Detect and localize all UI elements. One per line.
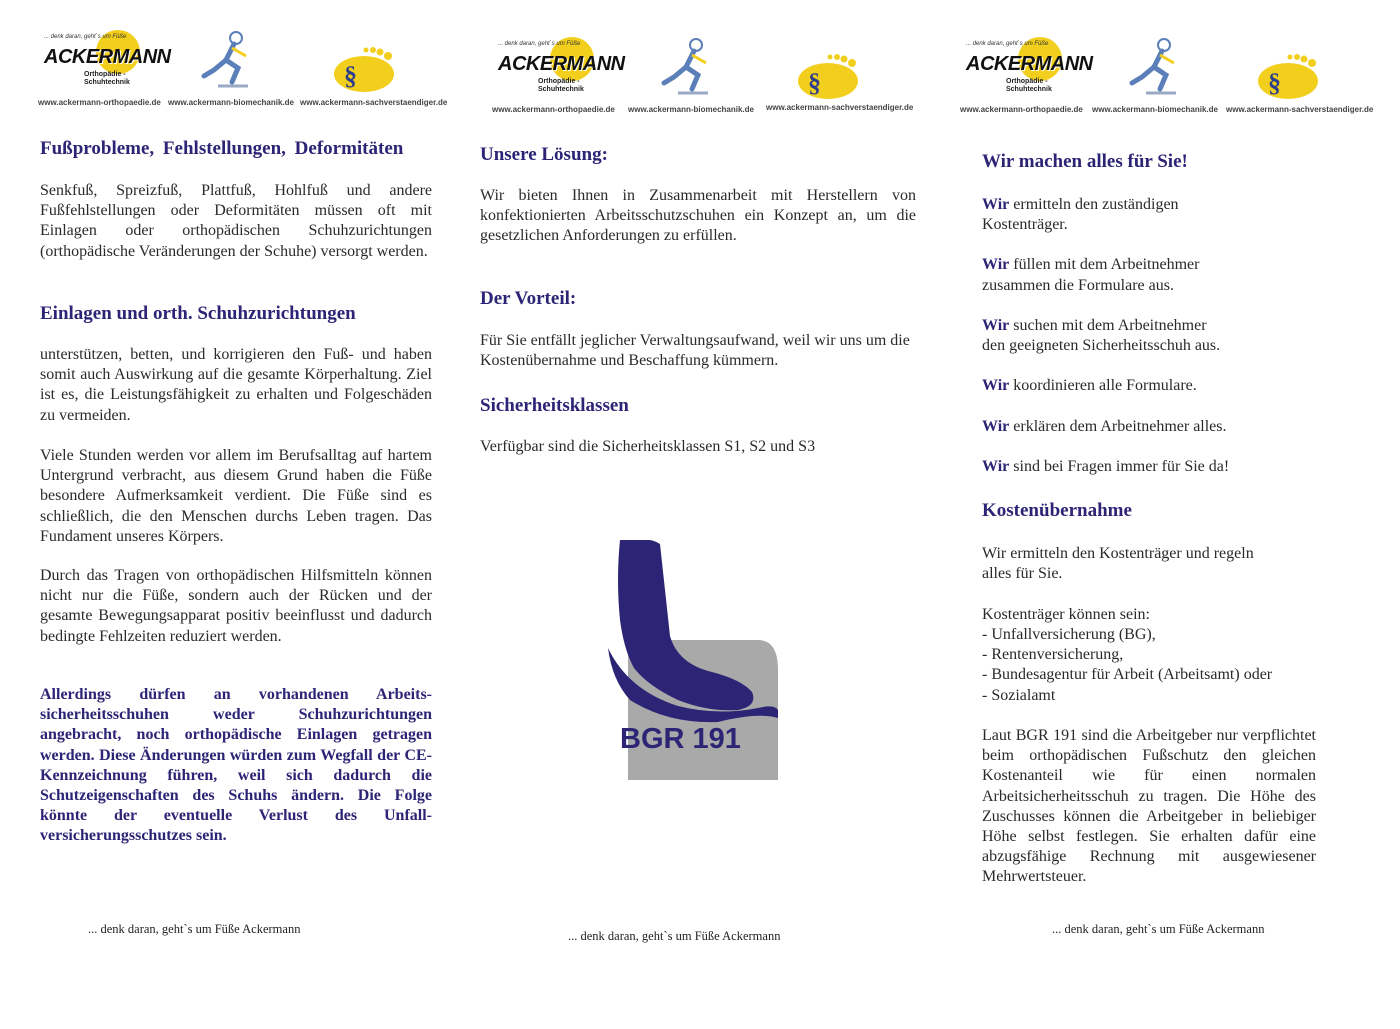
wir-list xyxy=(982,195,1316,477)
wir-item: Wir sind bei Fragen immer für Sie da! xyxy=(982,457,1230,475)
heading-fussprobleme: Fußprobleme, Fehlstellungen, Deformitäten xyxy=(40,138,404,159)
wir-item: Wir ermitteln den zuständigen Kostenträger. xyxy=(982,196,1179,234)
bgr191-logo xyxy=(608,540,778,780)
kostentraeger-list xyxy=(982,625,1322,706)
url-orthopaedie[interactable]: www.ackermann-orthopaedie.de xyxy=(960,105,1083,114)
bgr-label: BGR 191 xyxy=(620,723,741,755)
footer-slogan: ... denk daran, geht`s um Füße Ackermann xyxy=(568,929,781,943)
svg-text:§: § xyxy=(344,61,357,90)
paragraph-foot-icon[interactable] xyxy=(794,47,860,109)
paragraph-warning-ce: Allerdings dürfen an vorhandenen Arbeits-sicherheitsschuhen weder Schuhzurichtungen angebracht, noch orthopädische Einlagen getragen werden. Diese Änderungen würden zum Wegfall der CE-Kennzeichnung führen, weil sich dadurch die Schutzeigenschaften des Schuhs ändern. Die Folge könnte der eventuelle Verlust des Unfall-versicherungsschutzes sein. xyxy=(40,686,432,845)
paragraph-loesung: Wir bieten Ihnen in Zusammenarbeit mit Herstellern von konfektionierten Arbeitsschutzschuhen ein Konzept an, um die gesetzlichen Anforderungen zu erfüllen. xyxy=(480,187,916,245)
logo-brand: ACKERMANN xyxy=(966,53,1093,75)
logo-sub: Orthopädie - Schuhtechnik xyxy=(1006,78,1052,93)
svg-text:§: § xyxy=(1268,68,1281,97)
url-biomechanik[interactable]: www.ackermann-biomechanik.de xyxy=(628,105,754,114)
runner-biomechanik-icon[interactable] xyxy=(658,37,718,99)
url-orthopaedie[interactable]: www.ackermann-orthopaedie.de xyxy=(492,105,615,114)
svg-text:§: § xyxy=(808,68,821,97)
runner-biomechanik-icon[interactable] xyxy=(198,30,258,92)
paragraph-foot-icon[interactable] xyxy=(1254,47,1320,109)
url-orthopaedie[interactable]: www.ackermann-orthopaedie.de xyxy=(38,98,161,107)
wir-item: Wir koordinieren alle Formulare. xyxy=(982,377,1197,395)
url-sachverstaendiger[interactable]: www.ackermann-sachverstaendiger.de xyxy=(1226,105,1374,114)
logo-tagline: ... denk daran, geht`s um Füße xyxy=(498,41,581,47)
paragraph-berufsalltag: Viele Stunden werden vor allem im Berufsalltag auf hartem Untergrund verbracht, aus diesem Grund haben die Füße besondere Aufmerksamkeit verdient. Die Füße sind es schließlich, die den Menschen durchs Leben tragen. Das Fundament unseres Körpers. xyxy=(40,447,432,545)
footer-slogan: ... denk daran, geht`s um Füße Ackermann xyxy=(1052,922,1265,936)
wir-item: Wir füllen mit dem Arbeitnehmer zusammen die Formulare aus. xyxy=(982,256,1200,294)
logo-tagline: ... denk daran, geht`s um Füße xyxy=(44,34,127,40)
footer-slogan: ... denk daran, geht`s um Füße Ackermann xyxy=(88,922,301,936)
heading-unsere-loesung: Unsere Lösung: xyxy=(480,144,608,165)
heading-wir-machen-alles: Wir machen alles für Sie! xyxy=(982,151,1188,172)
runner-biomechanik-icon[interactable] xyxy=(1126,37,1186,99)
logo-sub: Orthopädie - Schuhtechnik xyxy=(538,78,584,93)
list-item: - Rentenversicherung, xyxy=(982,646,1124,664)
paragraph-vorteil: Für Sie entfällt jeglicher Verwaltungsaufwand, weil wir uns um die Kostenübernahme und Beschaffung kümmern. xyxy=(480,332,910,370)
url-biomechanik[interactable]: www.ackermann-biomechanik.de xyxy=(1092,105,1218,114)
ackermann-logo[interactable] xyxy=(492,33,632,103)
logo-brand: ACKERMANN xyxy=(44,46,171,68)
list-item: - Unfallversicherung (BG), xyxy=(982,626,1156,643)
paragraph-foot-icon[interactable] xyxy=(330,40,396,102)
list-item: - Bundesagentur für Arbeit (Arbeitsamt) oder xyxy=(982,666,1273,684)
heading-vorteil: Der Vorteil: xyxy=(480,288,577,309)
paragraph-fehlstellungen: Senkfuß, Spreizfuß, Plattfuß, Hohlfuß und andere Fußfehlstellungen oder Deformitäten müssen oft mit Einlagen oder orthopädischen Schuhzurichtungen (orthopädische Veränderungen der Schuhe) versorgt werden. xyxy=(40,182,432,260)
logo-sub: Orthopädie - Schuhtechnik xyxy=(84,71,130,86)
ackermann-logo[interactable] xyxy=(38,26,178,96)
logo-brand: ACKERMANN xyxy=(498,53,625,75)
paragraph-bgr191: Laut BGR 191 sind die Arbeitgeber nur verpflichtet beim orthopädischen Fußschutz den gleichen Kostenanteil wie für einen normalen Arbeitsicherheitsschuh zu tragen. Die Höhe des Zuschusses können die Arbeitgeber in beliebiger Höhe selbst festlegen. Sie erhalten dafür eine abzugsfähige Rechnung mit ausgewiesener Mehrwertsteuer. xyxy=(982,727,1316,886)
ackermann-logo[interactable] xyxy=(960,33,1100,103)
url-sachverstaendiger[interactable]: www.ackermann-sachverstaendiger.de xyxy=(300,98,448,107)
url-biomechanik[interactable]: www.ackermann-biomechanik.de xyxy=(168,98,294,107)
heading-kostenuebernahme: Kostenübernahme xyxy=(982,500,1132,521)
heading-sicherheitsklassen: Sicherheitsklassen xyxy=(480,395,629,416)
paragraph-hilfsmittel: Durch das Tragen von orthopädischen Hilfsmitteln können nicht nur die Füße, sondern auch der Rücken und der gesamte Bewegungsapparat positiv beeinflusst und dadurch bedingte Fehlzeiten reduziert werden. xyxy=(40,567,432,645)
paragraph-kosten-intro: Wir ermitteln den Kostenträger und regeln alles für Sie. xyxy=(982,545,1254,583)
paragraph-einlagen: unterstützen, betten, und korrigieren den Fuß- und haben somit auch Auswirkung auf die gesamte Körperhaltung. Ziel ist es, die Leistungsfähigkeit zu erhalten und Folgeschäden zu vermeiden. xyxy=(40,346,432,424)
heading-einlagen: Einlagen und orth. Schuhzurichtungen xyxy=(40,303,356,324)
wir-item: Wir erklären dem Arbeitnehmer alles. xyxy=(982,417,1227,435)
logo-tagline: ... denk daran, geht`s um Füße xyxy=(966,41,1049,47)
paragraph-sicherheitsklassen: Verfügbar sind die Sicherheitsklassen S1, S2 und S3 xyxy=(480,438,816,455)
wir-item: Wir suchen mit dem Arbeitnehmer den geeigneten Sicherheitsschuh aus. xyxy=(982,316,1221,354)
url-sachverstaendiger[interactable]: www.ackermann-sachverstaendiger.de xyxy=(766,103,914,112)
paragraph-kostentraeger: Kostenträger können sein: xyxy=(982,606,1150,623)
list-item: - Sozialamt xyxy=(982,686,1056,704)
